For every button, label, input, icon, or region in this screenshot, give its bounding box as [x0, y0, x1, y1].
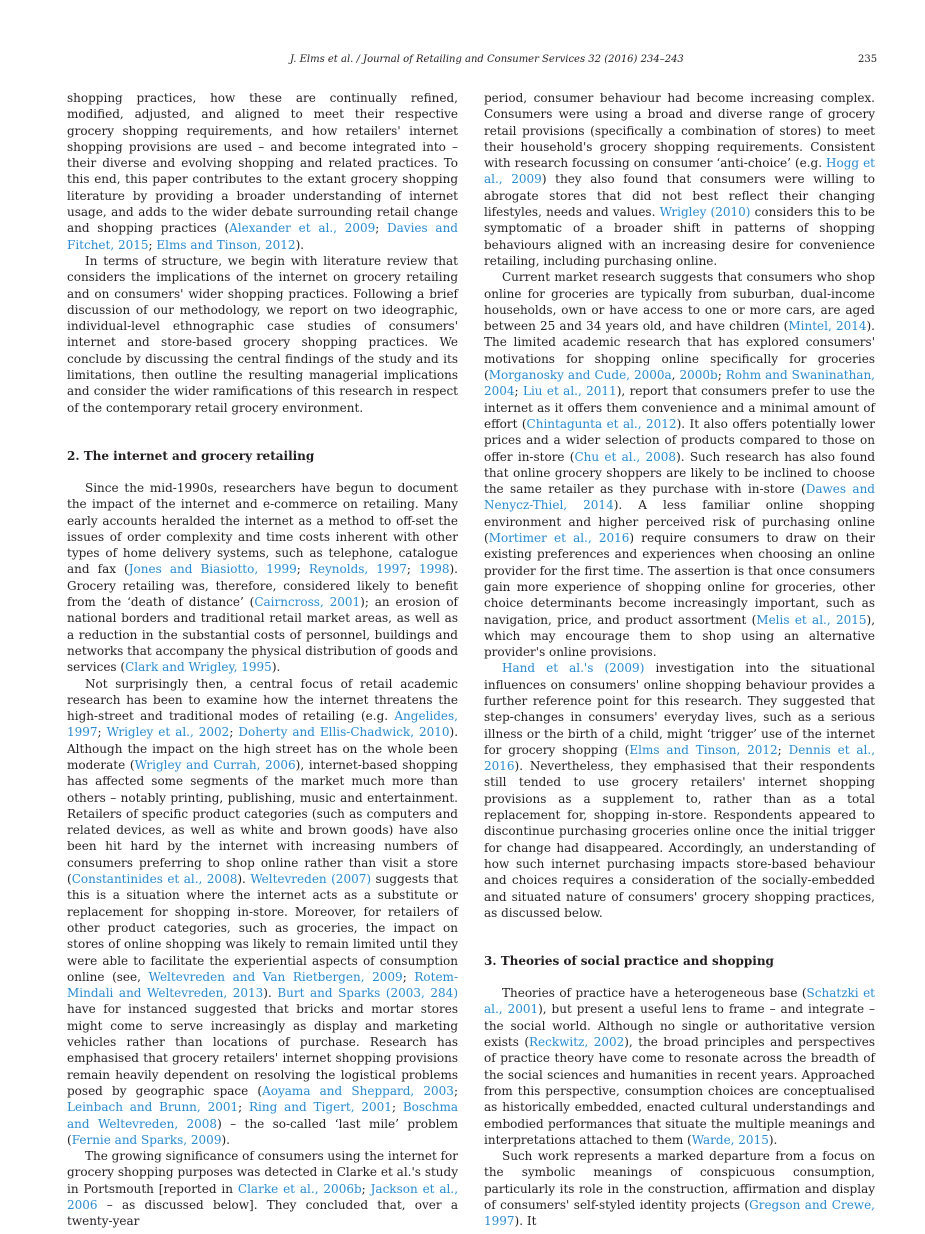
text-run: investigation into the situational influences on consumers' online shopping behaviour provides a further reference point for this research. They suggested that step-changes in consumers' everyday lives, such as a serious illness or the birth of a child, might ‘trigger’ use of the internet for grocery shopping ( — [484, 661, 876, 757]
citation-link[interactable]: Mintel, 2014 — [788, 319, 867, 334]
text-run: Such work represents a marked departure from a focus on the symbolic meanings of conspicuous consumption, particularly its role in the construction, affirmation and display of consumers' self-styled identity projects ( — [484, 1149, 875, 1212]
section-heading: 3. Theories of social practice and shopping — [484, 954, 774, 969]
citation-link[interactable]: Gregson and Crewe, 1997 — [484, 1198, 875, 1229]
text-run: – as discussed below]. They concluded that, over a twenty-year — [67, 1198, 458, 1229]
paragraph — [67, 676, 458, 1149]
text-run: Since the mid-1990s, researchers have begun to document the impact of the internet and e-commerce on retailing. Many early accounts heralded the internet as a method to off-set the issues of order complexity and time costs inherent with other types of home delivery systems, such as telephone, catalogue and fax ( — [67, 480, 458, 577]
citation-link[interactable]: Boschma and Weltevreden, 2008 — [67, 1100, 459, 1131]
citation-link[interactable]: Elms and Tinson, 2012 — [629, 742, 778, 757]
citation-link[interactable]: Chintagunta et al., 2012 — [526, 416, 677, 431]
text-run: ; — [296, 562, 309, 577]
text-run: ; — [514, 384, 523, 399]
text-run: ). Grocery retailing was, therefore, considered likely to benefit from the ‘death of distance’ ( — [67, 562, 458, 610]
text-run: ). — [263, 986, 278, 1001]
citation-link[interactable]: Burt and Sparks (2003, 284) — [277, 986, 458, 1001]
citation-link[interactable]: Elms and Tinson, 2012 — [156, 237, 296, 252]
text-run: ); an erosion of national borders and traditional retail market areas, as well as a reduction in the substantial costs of personnel, buildings and networks that accompany the physical distribution of goods and services ( — [67, 595, 458, 675]
paragraph — [67, 253, 458, 416]
text-run: ), report that consumers prefer to use the internet as it offers them convenience and a minimal amount of effort ( — [484, 384, 876, 431]
citation-link[interactable]: Clarke et al., 2006b — [237, 1181, 362, 1196]
citation-link[interactable]: Mortimer et al., 2016 — [488, 531, 630, 546]
left-column — [67, 90, 458, 1230]
text-run: ). Such research has also found that online grocery shoppers are likely to be inclined to choose the same retailer as they purchase with in-store ( — [484, 449, 876, 497]
paragraph — [67, 1148, 458, 1229]
text-run: ), internet-based shopping has affected some segments of the market much more than others – notably printing, publishing, music and entertainment. Retailers of specific product categories (such as computers and related devices, as well as white and brown goods) have also been hit hard by the internet with increasing numbers of consumers preferring to shop online rather than visit a store ( — [67, 757, 458, 887]
text-run: ; — [402, 969, 415, 984]
text-run: The growing significance of consumers using the internet for grocery shopping purposes was detected in Clarke et al.'s study in Portsmouth [reported in — [67, 1149, 458, 1196]
paragraph — [484, 660, 875, 921]
citation-link[interactable]: Reckwitz, 2002 — [529, 1035, 625, 1050]
text-run: ; — [238, 1100, 250, 1115]
text-run: , — [671, 368, 680, 383]
section-heading: 2. The internet and grocery retailing — [67, 448, 315, 463]
text-run: ). — [237, 872, 251, 887]
running-title: J. Elms et al. / Journal of Retailing and Consumer Services 32 (2016) 234–243 — [290, 54, 684, 65]
citation-link[interactable]: Alexander et al., 2009 — [229, 221, 376, 236]
paragraph — [484, 1148, 875, 1229]
citation-link[interactable]: Ring and Tigert, 2001 — [249, 1100, 392, 1115]
text-run: Current market research suggests that consumers who shop online for groceries are typically from suburban, dual-income households, own or have access to one or more cars, are aged between 25 and 34 years old, and have children ( — [484, 270, 875, 334]
citation-link[interactable]: Jones and Biasiotto, 1999 — [128, 562, 297, 577]
text-run: ). Although the impact on the high street has on the whole been moderate ( — [67, 725, 459, 772]
text-run: ). It — [514, 1214, 537, 1229]
citation-link[interactable]: Melis et al., 2015 — [756, 612, 867, 627]
paragraph — [67, 90, 458, 253]
citation-link[interactable]: Dennis et al., 2016 — [484, 742, 876, 774]
paragraph — [484, 90, 875, 269]
page-number: 235 — [858, 54, 878, 65]
text-run: ; — [148, 237, 157, 252]
text-run: ). — [295, 237, 305, 252]
text-run: Not surprisingly then, a central focus of retail academic research has been to examine how the internet threatens the high-street and traditional modes of retailing (e.g. — [67, 676, 458, 724]
citation-link[interactable]: Jackson et al., 2006 — [67, 1181, 459, 1212]
text-run: suggests that this is a situation where the internet acts as a substitute or replacement for shopping in-store. Moreover, for retailers of other product categories, such as groceries, the impact on stores of online shopping was likely to remain limited until they were able to facilitate the experiential aspects of consumption online (see, — [67, 872, 458, 984]
text-run: ) require consumers to draw on their existing preferences and experiences when choosing an online provider for the first time. The assertion is that once consumers gain more experience of shopping online for groceries, other choice determinants become increasingly important, such as navigation, price, and product assortment ( — [484, 531, 876, 627]
text-run: period, consumer behaviour had become increasing complex. Consumers were using a broad and diverse range of grocery retail provisions (specifically a combination of stores) to meet their household's grocery shopping requirements. Consistent with research focussing on consumer ‘anti-choice’ (e.g. — [484, 91, 875, 171]
citation-link[interactable]: Morganosky and Cude, 2000a — [488, 368, 672, 383]
citation-link[interactable]: Wrigley (2010) — [659, 205, 751, 220]
running-header — [0, 54, 925, 70]
text-run: ). — [768, 1132, 778, 1147]
text-run: ; — [717, 368, 726, 383]
text-run: ) – the so-called ‘last mile’ problem ( — [67, 1116, 458, 1147]
citation-link[interactable]: Reynolds, 1997 — [308, 562, 407, 577]
text-run: ), but present a useful lens to frame – and integrate – the social world. Although no single or authoritative version exists ( — [484, 1002, 875, 1050]
text-run: Theories of practice have a heterogeneous base ( — [502, 986, 807, 1001]
text-run: ). The limited academic research that has explored consumers' motivations for shopping online specifically for groceries ( — [484, 319, 875, 383]
citation-link[interactable]: Weltevreden and Van Rietbergen, 2009 — [148, 969, 403, 984]
text-run: considers this to be symptomatic of a broader shift in patterns of shopping behaviours aligned with an increasing desire for convenience retailing, including purchasing online. — [484, 205, 875, 268]
text-run: ), the broad principles and perspectives of practice theory have come to resonate across the breadth of the social sciences and humanities in recent years. Approached from this perspective, consumption choices are conceptualised as historically embedded, enacted cultural understandings and embodied performances that situate the multiple meanings and interpretations attached to them ( — [484, 1035, 876, 1147]
text-run: ; — [453, 1083, 458, 1098]
text-run: ; — [375, 221, 388, 236]
text-run: ) they also found that consumers were willing to abrogate stores that did not best reflect their changing lifestyles, needs and values. — [484, 172, 875, 220]
citation-link[interactable]: Hand et al.'s (2009) — [502, 661, 645, 676]
text-run: ; — [229, 725, 239, 740]
citation-link[interactable]: Clark and Wrigley, 1995 — [125, 660, 272, 675]
text-run: In terms of structure, we begin with literature review that considers the implications of the internet on grocery retailing and on consumers' wider shopping practices. Following a brief discussion of our methodology, we report on two ideographic, individual-level ethnographic case studies of consumers' internet and store-based grocery shopping practices. We conclude by discussing the central findings of the study and its limitations, then outline the resulting managerial implications and consider the wider ramifications of this research in respect of the contemporary retail grocery environment. — [67, 253, 458, 415]
citation-link[interactable]: Wrigley et al., 2002 — [106, 725, 230, 740]
citation-link[interactable]: Doherty and Ellis-Chadwick, 2010 — [238, 725, 450, 740]
citation-link[interactable]: Weltevreden (2007) — [250, 872, 372, 887]
citation-link[interactable]: Liu et al., 2011 — [522, 384, 617, 399]
citation-link[interactable]: Constantinides et al., 2008 — [71, 872, 238, 887]
text-run: ; — [777, 742, 789, 757]
text-run: ). — [221, 1132, 230, 1147]
paragraph — [484, 269, 875, 660]
citation-link[interactable]: Fernie and Sparks, 2009 — [71, 1132, 222, 1147]
text-run: ). Nevertheless, they emphasised that their respondents still tended to use grocery retailers' internet shopping provisions as a supplement to, rather than as a total replacement for, shopping in-store. Respondents appeared to discontinue purchasing groceries online once the initial trigger for change had disappeared. Accordingly, an understanding of how such internet purchasing impacts store-based behaviour and choices requires a consideration of the socially-embedded and situated nature of consumers' grocery shopping practices, as discussed below. — [484, 759, 875, 920]
citation-link[interactable]: Schatzki et al., 2001 — [484, 986, 875, 1017]
citation-link[interactable]: Wrigley and Currah, 2006 — [134, 757, 296, 772]
citation-link[interactable]: Rohm and Swaninathan, 2004 — [484, 368, 875, 399]
citation-link[interactable]: Chu et al., 2008 — [574, 449, 677, 464]
paragraph — [484, 985, 875, 1148]
text-run: ). — [271, 660, 281, 675]
text-run: ), which may encourage them to shop using an alternative provider's online provisions. — [484, 612, 876, 660]
text-run: ; — [391, 1100, 403, 1115]
text-run: ; — [406, 562, 419, 577]
text-run: ). It also offers potentially lower prices and a wider selection of products compared to those on offer in-store ( — [484, 416, 875, 464]
text-run: ). A less familiar online shopping environment and higher perceived risk of purchasing online ( — [484, 498, 875, 546]
text-run: ; — [361, 1181, 371, 1196]
citation-link[interactable]: 2000b — [679, 368, 718, 383]
citation-link[interactable]: 1998 — [418, 562, 450, 577]
citation-link[interactable]: Davies and Fitchet, 2015 — [67, 221, 458, 252]
citation-link[interactable]: Warde, 2015 — [691, 1132, 769, 1147]
right-column — [484, 90, 875, 1230]
paragraph — [67, 480, 458, 676]
text-run: have for instanced suggested that bricks and mortar stores might come to serve increasingly as display and marketing vehicles rather than locations of purchase. Research has emphasised that grocery retailers' internet shopping provisions remain heavily dependent on resolving the logistical problems posed by geographic space ( — [67, 1002, 458, 1098]
text-run: ; — [97, 725, 107, 740]
citation-link[interactable]: Cairncross, 2001 — [254, 595, 361, 610]
citation-link[interactable]: Hogg et al., 2009 — [484, 156, 875, 187]
text-run: shopping practices, how these are continually refined, modified, adjusted, and aligned to meet their respective grocery shopping requirements, and how retailers' internet shopping provisions are used – and become integrated into – their diverse and evolving shopping and related practices. To this end, this paper contributes to the extant grocery shopping literature by providing a broader understanding of internet usage, and adds to the wider debate surrounding retail change and shopping practices ( — [67, 91, 458, 236]
citation-link[interactable]: Aoyama and Sheppard, 2003 — [262, 1083, 454, 1098]
citation-link[interactable]: Dawes and Nenycz-Thiel, 2014 — [484, 482, 875, 513]
citation-link[interactable]: Rotem-Mindali and Weltevreden, 2013 — [67, 969, 458, 1001]
citation-link[interactable]: Angelides, 1997 — [67, 709, 458, 740]
citation-link[interactable]: Leinbach and Brunn, 2001 — [67, 1100, 239, 1115]
